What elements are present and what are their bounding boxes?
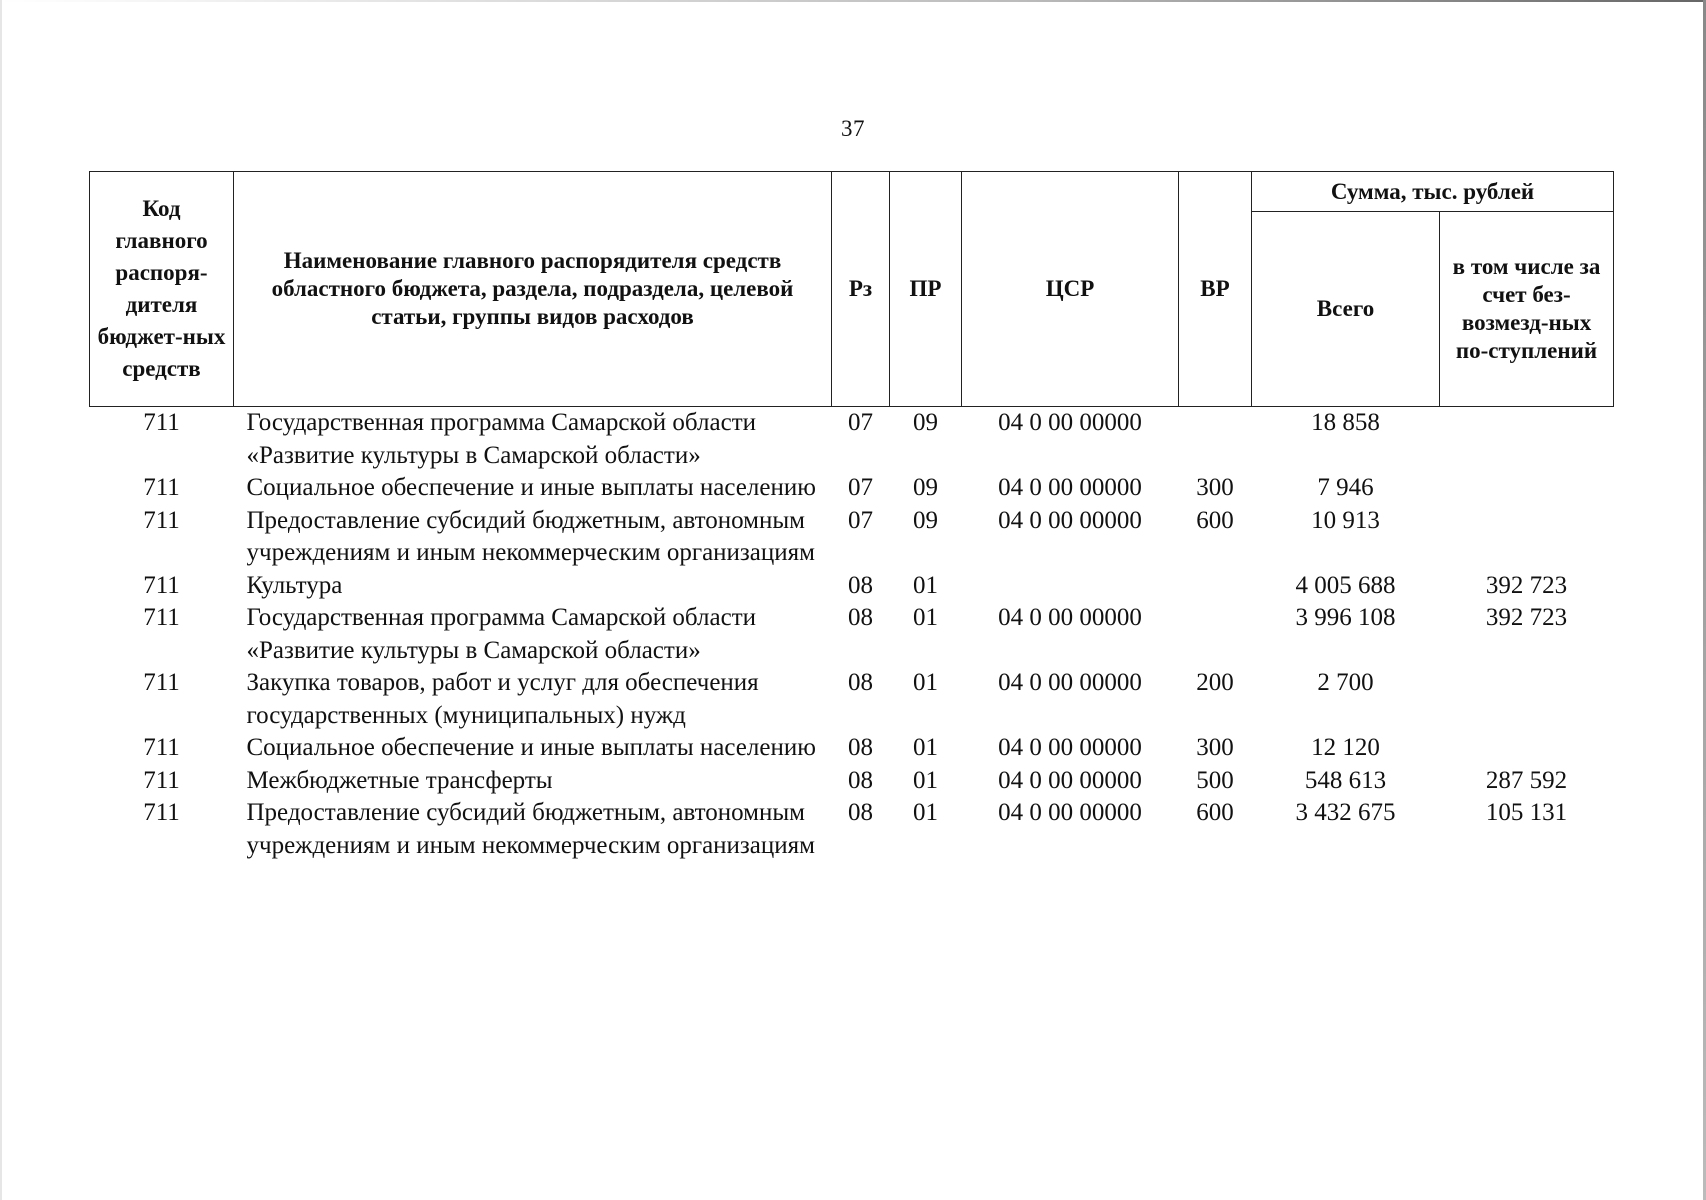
row-vr: 600 (1196, 506, 1234, 534)
row-code: 711 (143, 604, 180, 631)
scan-edge-left (0, 0, 2, 1200)
row-total: 2 700 (1317, 669, 1374, 696)
row-pr: 01 (913, 604, 938, 631)
row-total: 10 913 (1311, 506, 1380, 534)
row-pr: 01 (913, 734, 938, 761)
row-csr: 04 0 00 00000 (998, 799, 1142, 826)
row-free (1440, 732, 1614, 765)
row-csr: 04 0 00 00000 (998, 474, 1142, 501)
table-row (90, 570, 1614, 603)
row-total: 3 432 675 (1295, 799, 1396, 826)
row-total: 548 613 (1304, 766, 1387, 794)
row-rz: 07 (848, 409, 873, 436)
row-vr (1179, 407, 1252, 473)
budget-table (89, 171, 1614, 862)
table-row (90, 602, 1614, 667)
page-number: 37 (841, 116, 865, 141)
row-name: Государственная программа Самарской области «Развитие культуры в Самарской области» (246, 604, 756, 664)
row-pr: 09 (913, 474, 938, 501)
row-csr: 04 0 00 00000 (998, 734, 1142, 761)
row-code: 711 (143, 766, 180, 794)
row-rz: 08 (848, 669, 873, 696)
row-pr: 01 (913, 766, 938, 794)
row-name: Закупка товаров, работ и услуг для обеспечения государственных (муниципальных) нужд (246, 669, 759, 729)
row-total: 7 946 (1317, 474, 1374, 501)
row-vr: 300 (1196, 734, 1234, 761)
header-free: в том числе за счет без-возмезд-ных по-ступлений (1440, 212, 1614, 407)
row-name: Предоставление субсидий бюджетным, автономным учреждениям и иным некоммерческим организациям (246, 799, 815, 859)
header-total: Всего (1252, 212, 1440, 407)
row-rz: 08 (848, 766, 873, 794)
row-free: 392 723 (1485, 604, 1568, 631)
table-row (90, 667, 1614, 732)
row-free: 105 131 (1485, 799, 1568, 826)
scan-edge-top (0, 0, 1706, 2)
row-name: Культура (246, 571, 343, 599)
row-pr: 09 (913, 506, 938, 534)
row-free (1440, 667, 1614, 732)
row-name: Межбюджетные трансферты (246, 766, 553, 794)
row-vr: 300 (1196, 474, 1234, 501)
row-vr (1179, 570, 1252, 603)
header-csr: ЦСР (962, 172, 1179, 407)
row-rz: 08 (848, 604, 873, 631)
row-vr: 200 (1196, 669, 1234, 696)
row-free (1440, 472, 1614, 505)
row-name: Государственная программа Самарской области «Развитие культуры в Самарской области» (246, 409, 756, 469)
row-free (1440, 505, 1614, 570)
table-row (90, 472, 1614, 505)
row-rz: 07 (848, 474, 873, 501)
row-csr: 04 0 00 00000 (998, 506, 1142, 534)
row-csr: 04 0 00 00000 (998, 766, 1142, 794)
row-code: 711 (143, 571, 180, 599)
row-csr: 04 0 00 00000 (998, 409, 1142, 436)
row-total: 18 858 (1311, 409, 1380, 436)
row-pr: 09 (913, 409, 938, 436)
row-name: Социальное обеспечение и иные выплаты населению (246, 734, 816, 761)
row-free (1440, 407, 1614, 473)
row-name: Предоставление субсидий бюджетным, автономным учреждениям и иным некоммерческим организациям (246, 506, 815, 566)
row-csr (962, 570, 1179, 603)
row-code: 711 (143, 669, 180, 696)
row-csr: 04 0 00 00000 (998, 669, 1142, 696)
row-rz: 08 (848, 734, 873, 761)
row-total: 3 996 108 (1295, 604, 1396, 631)
row-free: 392 723 (1485, 571, 1568, 599)
row-pr: 01 (913, 571, 938, 599)
row-vr: 500 (1196, 766, 1234, 794)
row-rz: 07 (848, 506, 873, 534)
row-code: 711 (143, 409, 180, 436)
table-row (90, 732, 1614, 765)
row-csr: 04 0 00 00000 (998, 604, 1142, 631)
row-rz: 08 (848, 799, 873, 826)
row-total: 12 120 (1311, 734, 1380, 761)
row-name: Социальное обеспечение и иные выплаты населению (246, 474, 816, 501)
header-name: Наименование главного распорядителя средств областного бюджета, раздела, подраздела, целевой статьи, группы видов расходов (234, 172, 832, 407)
row-vr: 600 (1196, 799, 1234, 826)
header-code: Код главного распоря-дителя бюджет-ных средств (90, 172, 234, 407)
row-free: 287 592 (1485, 766, 1568, 794)
table-row (90, 505, 1614, 570)
table-body (90, 407, 1614, 863)
row-code: 711 (143, 799, 180, 826)
row-code: 711 (143, 474, 180, 501)
row-code: 711 (143, 734, 180, 761)
table-row (90, 765, 1614, 798)
table-row (90, 407, 1614, 473)
row-pr: 01 (913, 669, 938, 696)
row-total: 4 005 688 (1295, 571, 1396, 599)
header-vr: ВР (1179, 172, 1252, 407)
header-pr: ПР (890, 172, 962, 407)
table-row (90, 797, 1614, 862)
header-rz: Рз (832, 172, 890, 407)
table-header (90, 172, 1614, 407)
row-vr (1179, 602, 1252, 667)
row-pr: 01 (913, 799, 938, 826)
row-code: 711 (143, 506, 180, 534)
header-sum-group: Сумма, тыс. рублей (1252, 172, 1614, 212)
row-rz: 08 (848, 571, 873, 599)
